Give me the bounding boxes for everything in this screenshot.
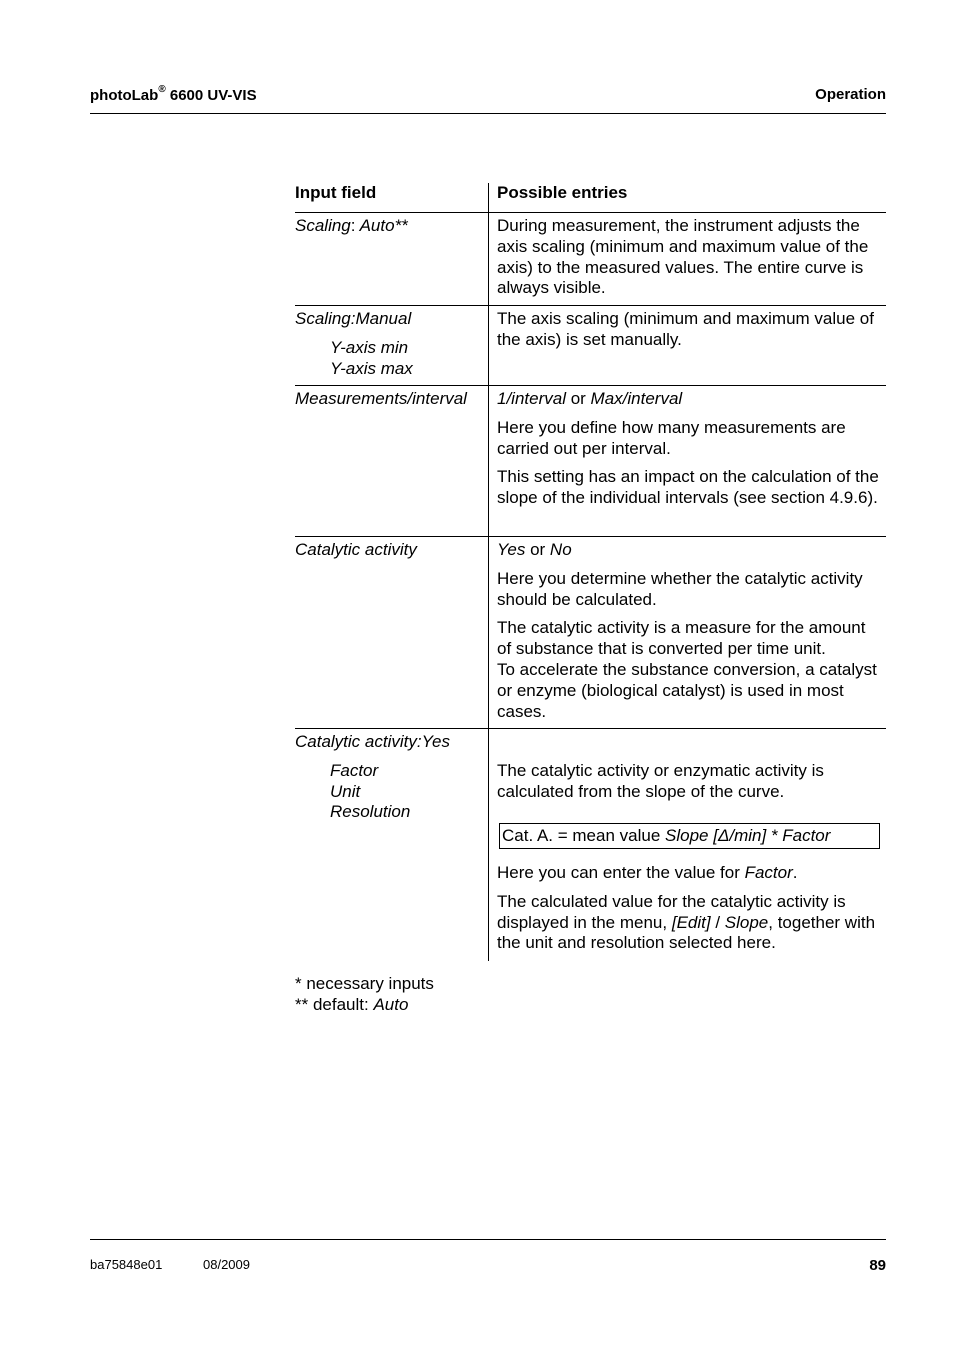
paragraph [497, 863, 883, 884]
desc-catalytic-activity-yes-p1: The catalytic activity or enzymatic activity is calculated from the slope of the curve. [497, 761, 824, 801]
footer-date: 08/2009 [203, 1257, 250, 1272]
option-1-interval: 1/interval [497, 389, 566, 408]
sub-field-unit: Unit [330, 781, 361, 801]
field-catalytic-activity: Catalytic activity [295, 540, 417, 559]
row-rule [295, 385, 886, 386]
paragraph: The catalytic activity is a measure for the amount of substance that is converted per time unit. [497, 618, 866, 659]
option-no: No [549, 540, 572, 559]
table-notes [295, 973, 434, 1015]
text-italic: Factor [744, 863, 793, 882]
row-rule [295, 536, 886, 537]
menu-slope: Slope [724, 912, 769, 932]
col-header-input-field: Input field [295, 183, 377, 202]
page-number: 89 [869, 1257, 886, 1274]
option-max-interval: Max/interval [590, 389, 683, 408]
text: The calculated value for the catalytic activity is displayed in the menu, [497, 891, 846, 932]
product-name: photoLab [90, 87, 159, 104]
registered-mark: ® [158, 84, 166, 95]
row-rule [295, 305, 886, 306]
column-divider [488, 183, 489, 961]
note-necessary-inputs: * necessary inputs [295, 974, 434, 993]
desc-catalytic-activity [497, 540, 883, 730]
field-measurements-interval: Measurements/interval [295, 389, 467, 408]
paragraph [497, 892, 883, 954]
formula-box [499, 823, 880, 849]
text: . [792, 863, 798, 882]
field-label: Scaling:Manual [295, 309, 412, 328]
text: Here you can enter the value for [497, 863, 745, 882]
paragraph: This setting has an impact on the calculation of the slope of the individual intervals (see section 4.9.6). [497, 467, 879, 508]
product-model: 6600 UV-VIS [165, 87, 257, 104]
field-label: Scaling [295, 216, 351, 235]
sub-field-y-axis-max: Y-axis max [330, 358, 413, 378]
sub-field-resolution: Resolution [330, 802, 411, 822]
text: / [710, 912, 725, 932]
header-row-rule [295, 212, 886, 213]
field-scaling-manual [295, 309, 480, 379]
footer-doc-code: ba75848e01 [90, 1257, 163, 1272]
paragraph: Here you determine whether the catalytic activity should be calculated. [497, 568, 863, 609]
paragraph: Here you define how many measurements are carried out per interval. [497, 417, 846, 458]
field-label: Catalytic activity:Yes [295, 732, 450, 751]
desc-scaling-manual: The axis scaling (minimum and maximum value of the axis) is set manually. [497, 309, 874, 349]
sub-field-y-axis-min: Y-axis min [330, 337, 409, 357]
field-colon: : [350, 216, 356, 235]
formula-text: Cat. A. = mean value [502, 826, 666, 845]
option-yes: Yes [497, 540, 526, 559]
formula-italic: Slope [Δ/min] * Factor [665, 826, 831, 845]
or-text: or [525, 540, 550, 559]
field-scaling-auto [295, 216, 480, 237]
options-line [497, 389, 883, 410]
desc-catalytic-activity-yes-rest [497, 863, 883, 962]
or-text: or [565, 389, 591, 408]
text-italic: Auto [373, 995, 409, 1014]
field-value: Auto** [355, 216, 408, 235]
paragraph: To accelerate the substance conversion, a catalyst or enzyme (biological catalyst) is used in most cases. [497, 659, 877, 721]
options-line [497, 540, 883, 561]
running-header-section: Operation [815, 86, 886, 103]
sub-field-factor: Factor [330, 760, 379, 780]
running-header-product [90, 86, 257, 104]
menu-edit: [Edit] [671, 912, 711, 932]
text: , together with the unit and resolution selected here. [497, 912, 876, 953]
note-default [295, 994, 434, 1015]
header-rule [90, 113, 886, 114]
field-catalytic-activity-yes [295, 732, 480, 823]
footer-rule [90, 1239, 886, 1240]
col-header-possible-entries: Possible entries [497, 183, 628, 202]
desc-measurements-interval [497, 389, 883, 517]
desc-scaling-auto: During measurement, the instrument adjusts the axis scaling (minimum and maximum value of the axis) to the measured values. The entire curve is always visible. [497, 216, 869, 298]
text: ** default: [295, 995, 374, 1014]
